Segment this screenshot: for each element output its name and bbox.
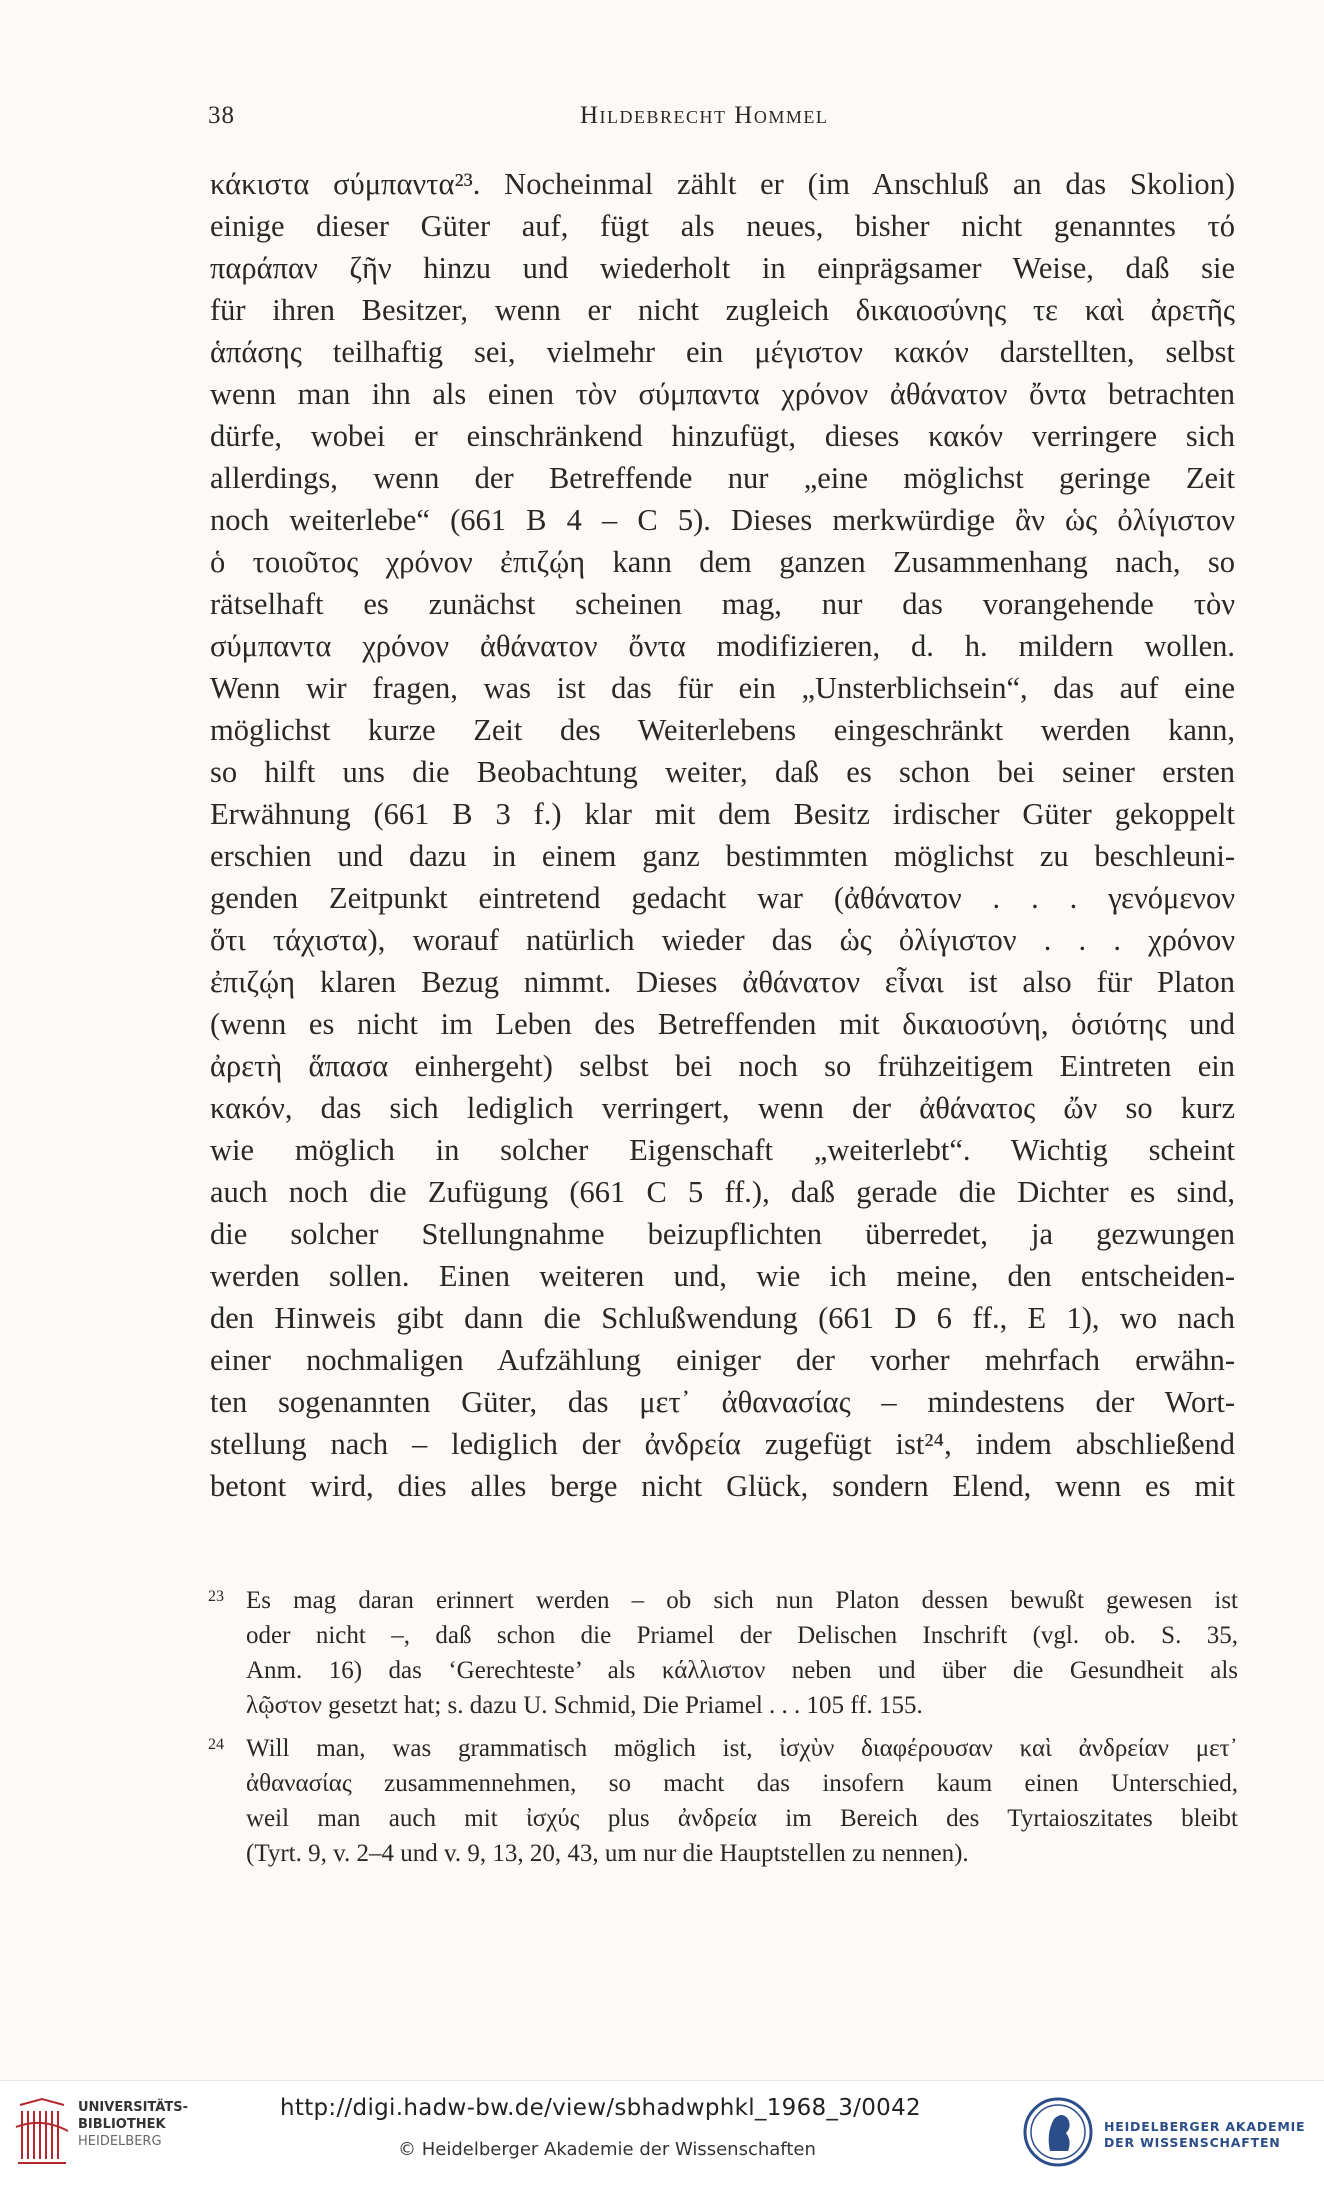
text-line: rätselhaft es zunächst scheinen mag, nur das vorangehende τὸν	[210, 587, 1235, 621]
academy-line-2: DER WISSENSCHAFTEN	[1104, 2135, 1281, 2150]
footnote-text-line: oder nicht –, daß schon die Priamel der Delischen Inschrift (vgl. ob. S. 35,	[246, 1622, 1238, 1649]
text-line: παράπαν ζῆν hinzu und wiederholt in einprägsamer Weise, daß sie	[210, 251, 1235, 285]
library-line-2: BIBLIOTHEK	[78, 2117, 166, 2132]
footnote-line	[208, 1583, 1238, 1618]
text-line: ὁ τοιοῦτος χρόνον ἐπιζῴη kann dem ganzen Zusammenhang nach, so	[210, 545, 1235, 579]
text-line: ὅτι τάχιστα), worauf natürlich wieder das ὡς ὀλίγιστον . . . χρόνον	[210, 923, 1235, 957]
text-line: σύμπαντα χρόνον ἀθάνατον ὄντα modifizieren, d. h. mildern wollen.	[210, 629, 1235, 663]
text-line: ἀρετὴ ἅπασα einhergeht) selbst bei noch so frühzeitigem Eintreten ein	[210, 1049, 1235, 1083]
copyright-notice: © Heidelberger Akademie der Wissenschaften	[398, 2139, 816, 2160]
text-line: auch noch die Zufügung (661 C 5 ff.), daß gerade die Dichter es sind,	[210, 1175, 1235, 1209]
footnote-text-line: Es mag daran erinnert werden – ob sich nun Platon dessen bewußt gewesen ist	[246, 1587, 1238, 1614]
footnote-text-line: Will man, was grammatisch möglich ist, ἰσχὺν διαφέρουσαν καὶ ἀνδρείαν μετ᾽	[246, 1735, 1238, 1762]
ub-heidelberg-logo-icon[interactable]	[12, 2097, 72, 2169]
text-line: ten sogenannten Güter, das μετ᾽ ἀθανασίας – mindestens der Wort-	[210, 1385, 1235, 1419]
text-line: κακόν, das sich lediglich verringert, wenn der ἀθάνατος ὤν so kurz	[210, 1091, 1235, 1125]
footnote-text-line: (Tyrt. 9, v. 2–4 und v. 9, 13, 20, 43, um nur die Hauptstellen zu nennen).	[246, 1840, 969, 1867]
footnote-text-line: weil man auch mit ἰσχύς plus ἀνδρεία im Bereich des Tyrtaioszitates bleibt	[246, 1805, 1238, 1832]
footnote-number: 24	[208, 1736, 224, 1753]
hadw-seal-icon[interactable]	[1022, 2093, 1094, 2171]
university-library-name	[78, 2099, 188, 2150]
text-line: ἁπάσης teilhaftig sei, vielmehr ein μέγιστον κακόν darstellten, selbst	[210, 335, 1235, 369]
text-line: die solcher Stellungnahme beizupflichten überredet, ja gezwungen	[210, 1217, 1235, 1251]
permalink-url[interactable]: http://digi.hadw-bw.de/view/sbhadwphkl_1968_3/0042	[280, 2095, 921, 2121]
text-line: dürfe, wobei er einschränkend hinzufügt, dieses κακόν verringere sich	[210, 419, 1235, 453]
footnote-text-line: Anm. 16) das ‘Gerechteste’ als κάλλιστον neben und über die Gesundheit als	[246, 1657, 1238, 1684]
academy-line-1: HEIDELBERGER AKADEMIE	[1104, 2119, 1306, 2134]
running-head-author: Hildebrecht Hommel	[580, 102, 829, 129]
text-line: den Hinweis gibt dann die Schlußwendung (661 D 6 ff., E 1), wo nach	[210, 1301, 1235, 1335]
footnotes	[208, 1583, 1238, 1879]
text-line: stellung nach – lediglich der ἀνδρεία zugefügt ist²⁴, indem abschließend	[210, 1427, 1235, 1461]
text-line: Erwähnung (661 B 3 f.) klar mit dem Besitz irdischer Güter gekoppelt	[210, 797, 1235, 831]
body-text	[210, 163, 1235, 1507]
text-line: für ihren Besitzer, wenn er nicht zugleich δικαιοσύνης τε καὶ ἀρετῆς	[210, 293, 1235, 327]
text-line: betont wird, dies alles berge nicht Glück, sondern Elend, wenn es mit	[210, 1469, 1235, 1503]
text-line: möglichst kurze Zeit des Weiterlebens eingeschränkt werden kann,	[210, 713, 1235, 747]
text-line: einige dieser Güter auf, fügt als neues, bisher nicht genanntes τό	[210, 209, 1235, 243]
footnote-text-line: λῷστον gesetzt hat; s. dazu U. Schmid, Die Priamel . . . 105 ff. 155.	[246, 1692, 923, 1719]
text-line: noch weiterlebe“ (661 B 4 – C 5). Dieses merkwürdige ἂν ὡς ὀλίγιστον	[210, 503, 1235, 537]
text-line: werden sollen. Einen weiteren und, wie ich meine, den entscheiden-	[210, 1259, 1235, 1293]
text-line: einer nochmaligen Aufzählung einiger der vorher mehrfach erwähn-	[210, 1343, 1235, 1377]
text-line: Wenn wir fragen, was ist das für ein „Unsterblichsein“, das auf eine	[210, 671, 1235, 705]
library-line-3: HEIDELBERG	[78, 2134, 162, 2149]
footnote-23	[208, 1583, 1238, 1723]
text-line: allerdings, wenn der Betreffende nur „eine möglichst geringe Zeit	[210, 461, 1235, 495]
footnote-text-line: ἀθανασίας zusammennehmen, so macht das insofern kaum einen Unterschied,	[246, 1770, 1238, 1797]
page-number: 38	[208, 102, 235, 129]
library-line-1: UNIVERSITÄTS-	[78, 2100, 188, 2115]
footnote-24	[208, 1731, 1238, 1871]
footnote-line	[208, 1731, 1238, 1766]
text-line: (wenn es nicht im Leben des Betreffenden mit δικαιοσύνη, ὁσιότης und	[210, 1007, 1235, 1041]
text-line: ἐπιζῴη klaren Bezug nimmt. Dieses ἀθάνατον εἶναι ist also für Platon	[210, 965, 1235, 999]
text-line: κάκιστα σύμπαντα²³. Nocheinmal zählt er (im Anschluß an das Skolion)	[210, 167, 1235, 201]
text-line: wie möglich in solcher Eigenschaft „weiterlebt“. Wichtig scheint	[210, 1133, 1235, 1167]
text-line: genden Zeitpunkt eintretend gedacht war (ἀθάνατον . . . γενόμενον	[210, 881, 1235, 915]
text-line: wenn man ihn als einen τὸν σύμπαντα χρόνον ἀθάνατον ὄντα betrachten	[210, 377, 1235, 411]
footnote-number: 23	[208, 1588, 224, 1605]
viewer-footer	[0, 2080, 1324, 2187]
text-line: so hilft uns die Beobachtung weiter, daß es schon bei seiner ersten	[210, 755, 1235, 789]
text-line: erschien und dazu in einem ganz bestimmten möglichst zu beschleuni-	[210, 839, 1235, 873]
academy-name	[1104, 2119, 1305, 2151]
